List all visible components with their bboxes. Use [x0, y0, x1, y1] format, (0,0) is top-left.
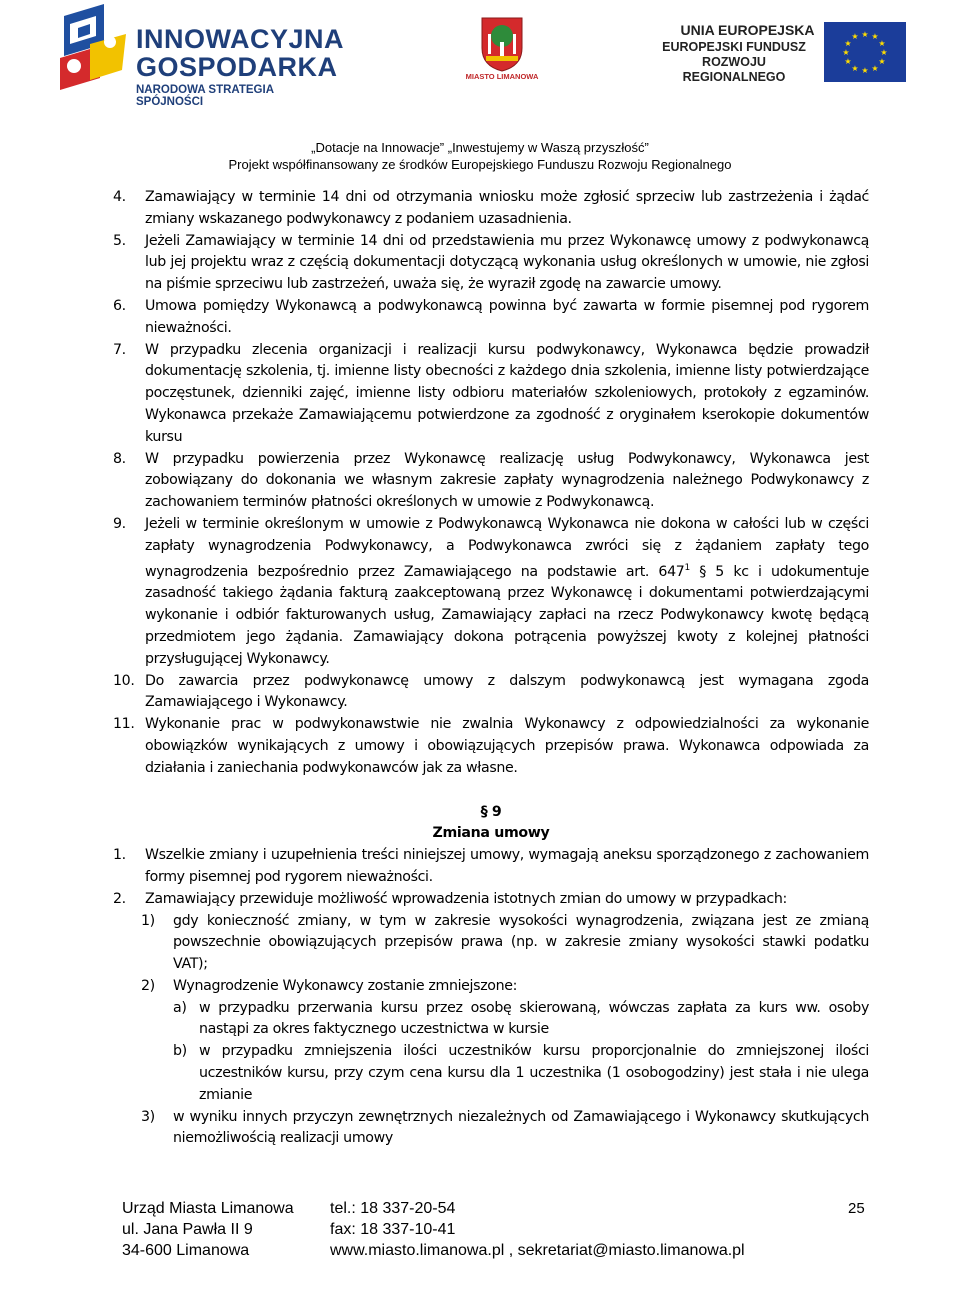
list-item	[113, 714, 869, 779]
item-text: W przypadku zlecenia organizacji i realizacji kursu podwykonawcy, Wykonawca będzie prowadził dokumentację szkolenia, tj. imienne listy obecności z każdego dnia szkolenia, imienne listy potwierdzające poczęstunek, dzienniki zajęć, imienne listy odbioru materiałów szkoleniowych, protokoły z egzaminów. Wykonawca przekaże Zamawiającemu potwierdzone za zgodność z oryginałem kserokopie dokumentów kursu	[145, 341, 869, 445]
sub-item	[141, 911, 869, 976]
item-text: W przypadku powierzenia przez Wykonawcę realizację usług Podwykonawcy, Wykonawca jest zobowiązany do dokonania we własnym zakresie zapłaty wynagrodzenia należnego Podwykonawcy z zachowaniem terminów płatności określonych w umowie z Podwykonawcą.	[145, 450, 869, 511]
svg-text:★: ★	[878, 57, 886, 66]
sub-sub-item-text: w przypadku przerwania kursu przez osobę skierowaną, wówczas zapłata za kurs ww. osoby nastąpi za okres faktycznego uczestnictwa w kursie	[199, 999, 869, 1038]
item-text	[145, 514, 869, 671]
superscript: 1	[684, 562, 690, 573]
footer-street: ul. Jana Pawła II 9	[122, 1221, 253, 1238]
eu-fund-logo	[640, 18, 910, 88]
section-title: Zmiana umowy	[432, 825, 550, 842]
coat-of-arms-icon	[462, 16, 542, 72]
svg-text:★: ★	[851, 32, 859, 41]
sub-item-text: Wynagrodzenie Wykonawcy zostanie zmniejszone:	[173, 977, 518, 994]
item-number: 5.	[113, 232, 126, 249]
footer-fax: fax: 18 337-10-41	[330, 1221, 456, 1238]
innowacyjna-gospodarka-logo	[60, 4, 345, 108]
svg-text:★: ★	[880, 48, 888, 57]
list-item	[113, 671, 869, 715]
list-item	[113, 296, 869, 340]
item-number: 10.	[113, 672, 135, 689]
sub-sub-item-text: w przypadku zmniejszenia ilości uczestników kursu proporcjonalnie do zmniejszonej ilości uczestników kursu, przy czym cena kursu dla 1 uczestnika (1 osobogodziny) jest stała i nie ulega zmianie	[199, 1043, 869, 1103]
item-number: 2.	[113, 890, 126, 907]
svg-text:★: ★	[844, 57, 852, 66]
eu-text-fund: EUROPEJSKI FUNDUSZ	[662, 40, 806, 54]
item-text: Jeżeli Zamawiający w terminie 14 dni od przedstawienia mu przez Wykonawcę umowy z podwykonawcą lub jej projektu wraz z częścią dokumentacji dotyczącą wykonania usług określonych w umowie, nie zgłosi na piśmie sprzeciwu lub zastrzeżeń, uważa się, że wyraził zgodę na zawarcie umowy.	[145, 232, 869, 293]
crest-caption: MIASTO LIMANOWA	[465, 72, 539, 81]
svg-text:★: ★	[842, 48, 850, 57]
footer-web: www.miasto.limanowa.pl , sekretariat@miasto.limanowa.pl	[330, 1242, 745, 1259]
item-number: 11.	[113, 716, 135, 733]
list-item	[113, 514, 869, 671]
svg-text:★: ★	[861, 30, 869, 39]
list-item	[113, 449, 869, 514]
list-item	[113, 231, 869, 296]
item-text: Do zawarcia przez podwykonawcę umowy z dalszym podwykonawcą jest wymagana zgoda Zamawiającego i Wykonawcy.	[145, 672, 869, 711]
page-header	[0, 0, 960, 130]
item-text: Wszelkie zmiany i uzupełnienia treści niniejszej umowy, wymagają aneksu sporządzonego z zachowaniem formy pisemnej pod rygorem nieważności.	[145, 847, 869, 885]
sub-item-number: 1)	[141, 912, 155, 929]
sub-item-text: w wyniku innych przyczyn zewnętrznych niezależnych od Zamawiającego i Wykonawcy skutkujących niemożliwością realizacji umowy	[173, 1108, 869, 1147]
footer-office: Urząd Miasta Limanowa	[122, 1200, 294, 1217]
sub-sub-item	[173, 1041, 869, 1106]
svg-text:★: ★	[861, 66, 869, 75]
item-number: 9.	[113, 515, 126, 532]
eu-text-regional: ROZWOJU REGIONALNEGO	[682, 55, 786, 84]
logo-text-line3: NARODOWA STRATEGIA SPÓJNOŚCI	[136, 84, 274, 108]
logo-text-line2: GOSPODARKA	[136, 52, 338, 82]
item9-text-end: § 5 kc i udokumentuje zasadność takiego żądania fakturą zaakceptowaną przez Wykonawcę i dokumentami potwierdzającymi wykonanie i odbiór fakturowanych usług, Zamawiający zapłaci na rzecz Podwykonawcy kwotę będącą przedmiotem jego żądania. Zamawiający dokona potrącenia powyższej kwoty z kolejnej płatności przysługującej Wykonawcy.	[145, 563, 869, 667]
strategy-flag-icon	[60, 4, 132, 104]
sub-item	[141, 1107, 869, 1151]
footer-city: 34-600 Limanowa	[122, 1242, 250, 1259]
sub-sub-item-letter: a)	[173, 999, 187, 1016]
eu-text-line2	[654, 40, 814, 85]
project-slogan	[0, 139, 960, 173]
page-number: 25	[848, 1200, 865, 1217]
item-text: Wykonanie prac w podwykonawstwie nie zwalnia Wykonawcy z odpowiedzialności za wykonanie obowiązków wynikających z umowy i obowiązujących przepisów prawa. Wykonawca odpowiada za działania i zaniechania podwykonawców jak za własne.	[145, 716, 869, 776]
item-number: 7.	[113, 341, 126, 358]
item-number: 8.	[113, 450, 126, 467]
sub-item-number: 3)	[141, 1108, 155, 1125]
sub-item-number: 2)	[141, 977, 155, 994]
item9-text-start: Jeżeli w terminie określonym w umowie z Podwykonawcą Wykonawca nie dokona w całości lub w części zapłaty wynagrodzenia Podwykonawcy, a Podwykonawca zwróci się z żądaniem zapłaty tego wynagrodzenia bezpośrednio przez Zamawiającego na podstawie art. 647	[145, 515, 869, 580]
item-number: 6.	[113, 297, 126, 314]
footer-tel: tel.: 18 337-20-54	[330, 1200, 456, 1217]
svg-text:★: ★	[844, 39, 852, 48]
sub-sub-item-letter: b)	[173, 1043, 187, 1060]
slogan-line2: Projekt współfinansowany ze środków Europejskiego Funduszu Rozwoju Regionalnego	[228, 157, 732, 172]
item-number: 4.	[113, 189, 126, 205]
svg-text:★: ★	[871, 64, 879, 73]
list-item	[113, 340, 869, 449]
limanowa-crest-logo	[462, 16, 542, 86]
svg-text:★: ★	[851, 64, 859, 73]
logo-text-line1: INNOWACYJNA	[136, 24, 345, 54]
item-text: Zamawiający w terminie 14 dni od otrzymania wniosku może zgłosić sprzeciw lub zastrzeżenia i żądać zmiany wskazanego podwykonawcy z podaniem uzasadnienia.	[145, 189, 869, 227]
sub-sub-item	[173, 998, 869, 1042]
slogan-line1: „Dotacje na Innowacje” „Inwestujemy w Waszą przyszłość”	[311, 140, 649, 155]
footer-address	[122, 1198, 322, 1261]
sub-item	[141, 976, 869, 998]
svg-text:★: ★	[878, 39, 886, 48]
item-number: 1.	[113, 847, 126, 864]
eu-flag-icon	[824, 22, 906, 82]
list-item	[113, 845, 869, 889]
eu-text-line1: UNIA EUROPEJSKA	[680, 22, 815, 38]
item-text: Umowa pomiędzy Wykonawcą a podwykonawcą powinna być zawarta w formie pisemnej pod rygorem nieważności.	[145, 297, 869, 336]
footer-contact	[330, 1198, 890, 1261]
list-item	[113, 889, 869, 911]
document-body	[113, 187, 869, 1150]
list-item	[113, 187, 869, 231]
sub-item-text: gdy konieczność zmiany, w tym w zakresie wysokości wynagrodzenia, związana jest ze zmianą powszechnie obowiązujących przepisów prawa (np. w zakresie zmiany wysokości stawki podatku VAT);	[173, 912, 869, 973]
item-text: Zamawiający przewiduje możliwość wprowadzenia istotnych zmian do umowy w przypadkach:	[145, 890, 787, 907]
section-symbol: § 9	[480, 803, 502, 820]
svg-text:★: ★	[871, 32, 879, 41]
